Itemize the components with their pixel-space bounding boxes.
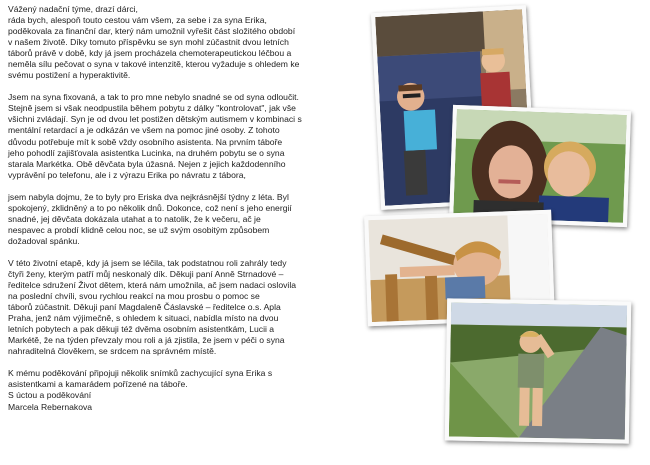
paragraph-2	[8, 92, 380, 180]
text-line: snadné, jej děvčata dokázala utahat a to natolik, že k večeru, ač je	[8, 213, 261, 224]
text-line: táborů zúčastnit. Děkuji paní Magdaleně Čáslavské – ředitelce o.s. Apla	[8, 302, 281, 313]
photo-boy-on-road	[445, 298, 631, 443]
text-line: všichni zvládají. Syn je od dvou let postižen dětským autismem v kombinaci s	[8, 114, 302, 125]
text-line: mentální retardací a je odkázán ve všem na pomoc jiné osoby. Z tohoto	[8, 125, 280, 136]
text-line: táborů právě v době, kdy já jsem procházela chemoterapeutickou léčbou a	[8, 48, 292, 59]
text-line: spokojený, zklidněný a to po několik dnů. Dokonce, což není s jeho energií	[8, 202, 292, 213]
text-line: Praha, jenž nám výjimečně, s ohledem k situaci, nabídla místo na dvou	[8, 313, 279, 324]
sign-off: S úctou a poděkování	[8, 390, 92, 401]
photo-assistant-and-boy	[449, 105, 631, 227]
text-line: asistentkami a kamarádem pořízené na táboře.	[8, 379, 188, 390]
text-line: Markétě, že na týden převzaly mou roli a já zjistila, že jsem v péči o syna	[8, 335, 285, 346]
paragraph-1	[8, 15, 380, 81]
text-line: ráda bych, alespoň touto cestou vám všem, za sebe i za syna Erika,	[8, 15, 267, 26]
text-line: K mému poděkování připojuji několik snímků zachycující syna Erika s	[8, 368, 273, 379]
text-line: důvodu potřebuje mít k sobě vždy osobního asistenta. Na prvním táboře	[8, 136, 283, 147]
greeting: Vážený nadační týme, drazí dárci,	[8, 4, 138, 14]
text-line: v našem životě. Díky tomuto příspěvku se syn mohl zúčastnit dvou letních	[8, 37, 289, 48]
text-line: poděkovala za finanční dar, který nám umožnil vyřešit část složitého období	[8, 26, 296, 37]
signature-name: Marcela Rebernakova	[8, 401, 93, 412]
text-line: Jsem na syna fixovaná, a tak to pro mne nebylo snadné se od syna odloučit.	[8, 92, 299, 103]
text-line: dožadoval spánku.	[8, 235, 80, 246]
text-line: na poslední chvíli, svou rychlou reakcí na mou prosbu o pomoc se	[8, 291, 260, 302]
text-line: svému postižení a hyperaktivitě.	[8, 70, 131, 81]
paragraph-3	[8, 192, 380, 247]
closing	[8, 368, 380, 412]
letter-text	[8, 4, 380, 413]
text-line: V této životní etapě, kdy já jsem se léčila, tak podstatnou roli zahrály tedy	[8, 257, 287, 268]
text-line: Stejně jsem si však neodpustila během pobytu z dálky "kontrolovat", jak vše	[8, 103, 296, 114]
text-line: nahraditelná člověkem, se srdcem na správném místě.	[8, 346, 217, 357]
text-line: letních pobytech a pak děkuji též dvěma osobním asistentkám, Lucii a	[8, 324, 275, 335]
text-line: vyprávění po telefonu, ale i z výrazu Erika po návratu z tábora,	[8, 169, 246, 180]
text-line: starala Markétka. Obě děvčata byla úžasná. Nejen z jejich každodenního	[8, 158, 286, 169]
paragraph-4	[8, 258, 380, 357]
text-line: neměla sílu pečovat o syna v takové intenzitě, kterou vyžaduje s ohledem ke	[8, 59, 300, 70]
text-line: nespavec a probdí klidně celou noc, se už svým osobitým způsobem	[8, 224, 270, 235]
text-line: jsem nabyla dojmu, že to byly pro Eriska dva nejkrásnější týdny z léta. Byl	[8, 191, 289, 202]
text-line: čtyři ženy, kterým patří můj neskonalý dík. Děkuji paní Anně Strnadové –	[8, 268, 284, 279]
text-line: ředitelce sdružení Život dětem, která nám umožnila, ač jsem nadaci oslovila	[8, 280, 297, 291]
text-line: jeho pohodlí zajišťovala asistentka Lucinka, na druhém pobytu se o syna	[8, 147, 285, 158]
